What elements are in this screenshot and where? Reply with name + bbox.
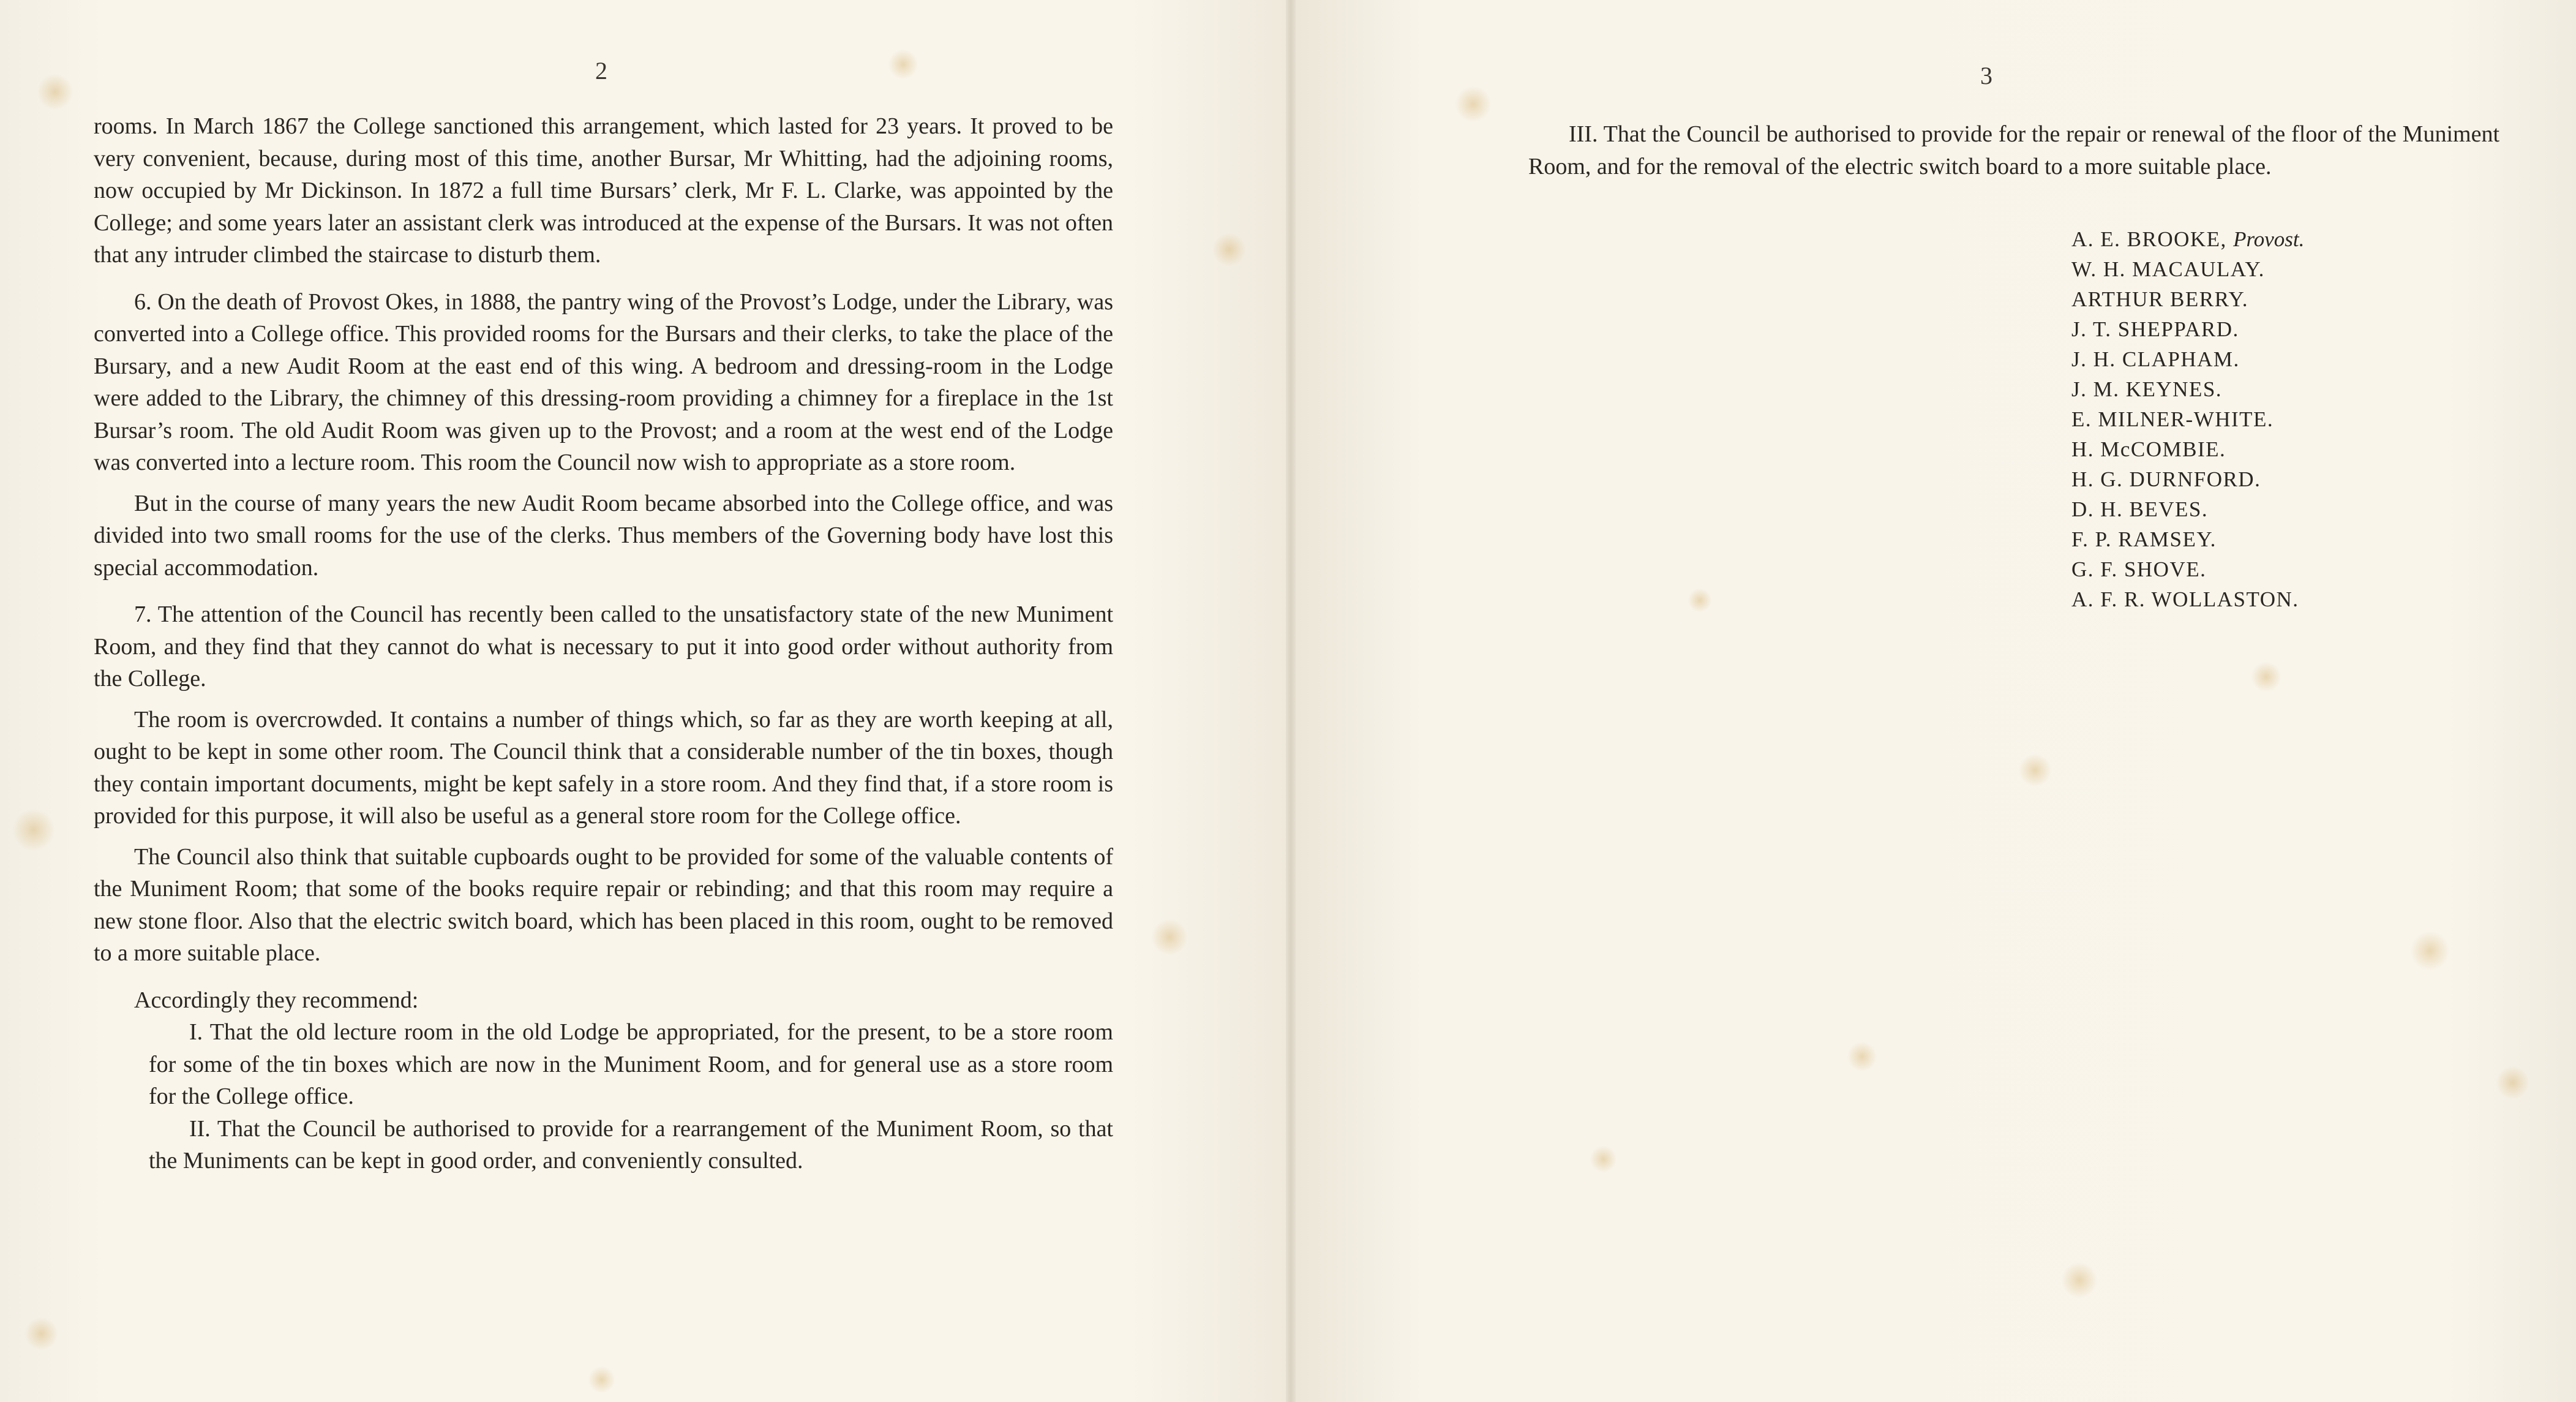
signatory: F. P. RAMSEY. — [2071, 527, 2217, 551]
recommendation-ii: II. That the Council be authorised to provide for a rearrangement of the Muniment Room, so that the Muniments can be kept in good order, and conveniently consulted. — [149, 1115, 1113, 1174]
signatory: J. M. KEYNES. — [2071, 377, 2223, 401]
paragraph-overcrowded: The room is overcrowded. It contains a number of things which, so far as they are worth keeping at all, ought to be kept in some other room. The Council think that a considerable number of the tin boxes, though they contain important documents, might be kept safely in a store room. And they find that, if a store room is provided for this purpose, it will also be useful as a general store room for the College office. — [94, 706, 1113, 829]
recommendation-i: I. That the old lecture room in the old Lodge be appropriated, for the present, to be a store room for some of the tin boxes which are now in the Muniment Room, and for general use as a store room for the College office. — [149, 1019, 1113, 1109]
signatories-list — [2071, 224, 2304, 614]
paragraph-audit-room: But in the course of many years the new Audit Room became absorbed into the College office, and was divided into two small rooms for the use of the clerks. Thus members of the Governing body have lost this special accommodation. — [94, 490, 1113, 581]
signatory: H. McCOMBIE. — [2071, 437, 2226, 461]
left-page — [0, 0, 1286, 1402]
signatory: E. MILNER-WHITE. — [2071, 407, 2274, 431]
paragraph-6: 6. On the death of Provost Okes, in 1888, the pantry wing of the Provost’s Lodge, under the Library, was converted into a College office. This provided rooms for the Bursars and their clerks, to take the place of the Bursary, and a new Audit Room at the east end of this wing. A bedroom and dressing-room in the Lodge were added to the Library, the chimney of this dressing-room providing a chimney for a fireplace in the 1st Bursar’s room. The old Audit Room was given up to the Provost; and a room at the west end of the Lodge was converted into a lecture room. This room the Council now wish to appropriate as a store room. — [94, 288, 1113, 475]
signatory-title: Provost. — [2233, 227, 2305, 251]
signatory-provost — [2071, 224, 2304, 254]
signatory: J. H. CLAPHAM. — [2071, 347, 2240, 371]
paragraph-recommend-intro: Accordingly they recommend: — [134, 987, 419, 1013]
paragraph-continuation: rooms. In March 1867 the College sanctioned this arrangement, which lasted for 23 years. It proved to be very convenient, because, during most of this time, another Bursar, Mr Whitting, had the adjoining rooms, now occupied by Mr Dickinson. In 1872 a full time Bursars’ clerk, Mr F. L. Clarke, was appointed by the College; and some years later an assistant clerk was introduced at the expense of the Bursars. It was not often that any intruder climbed the staircase to disturb them. — [94, 113, 1113, 268]
signatory: A. F. R. WOLLASTON. — [2071, 587, 2299, 611]
page-number-left: 2 — [595, 57, 607, 85]
signatory: H. G. DURNFORD. — [2071, 467, 2261, 491]
signatory-name: A. E. BROOKE, — [2071, 227, 2227, 251]
recommendation-iii: III. That the Council be authorised to provide for the repair or renewal of the floor of the Muniment Room, and for the removal of the electric switch board to a more suitable place. — [1528, 121, 2499, 179]
page-number-right: 3 — [1980, 62, 1992, 89]
signatory: ARTHUR BERRY. — [2071, 287, 2249, 311]
signatory: G. F. SHOVE. — [2071, 557, 2207, 581]
paragraph-cupboards: The Council also think that suitable cupboards ought to be provided for some of the valuable contents of the Muniment Room; that some of the books require repair or rebinding; and that this room may require a new stone floor. Also that the electric switch board, which has been placed in this room, ought to be removed to a more suitable place. — [94, 843, 1113, 966]
right-body-text — [1528, 118, 2499, 183]
left-body-text — [94, 110, 1113, 1177]
signatory: D. H. BEVES. — [2071, 497, 2209, 521]
book-gutter — [1286, 0, 1296, 1402]
signatory: J. T. SHEPPARD. — [2071, 317, 2239, 341]
right-page — [1296, 0, 2576, 1402]
paragraph-7: 7. The attention of the Council has recently been called to the unsatisfactory state of the new Muniment Room, and they find that they cannot do what is necessary to put it into good order without authority from the College. — [94, 601, 1113, 692]
signatory: W. H. MACAULAY. — [2071, 257, 2265, 281]
